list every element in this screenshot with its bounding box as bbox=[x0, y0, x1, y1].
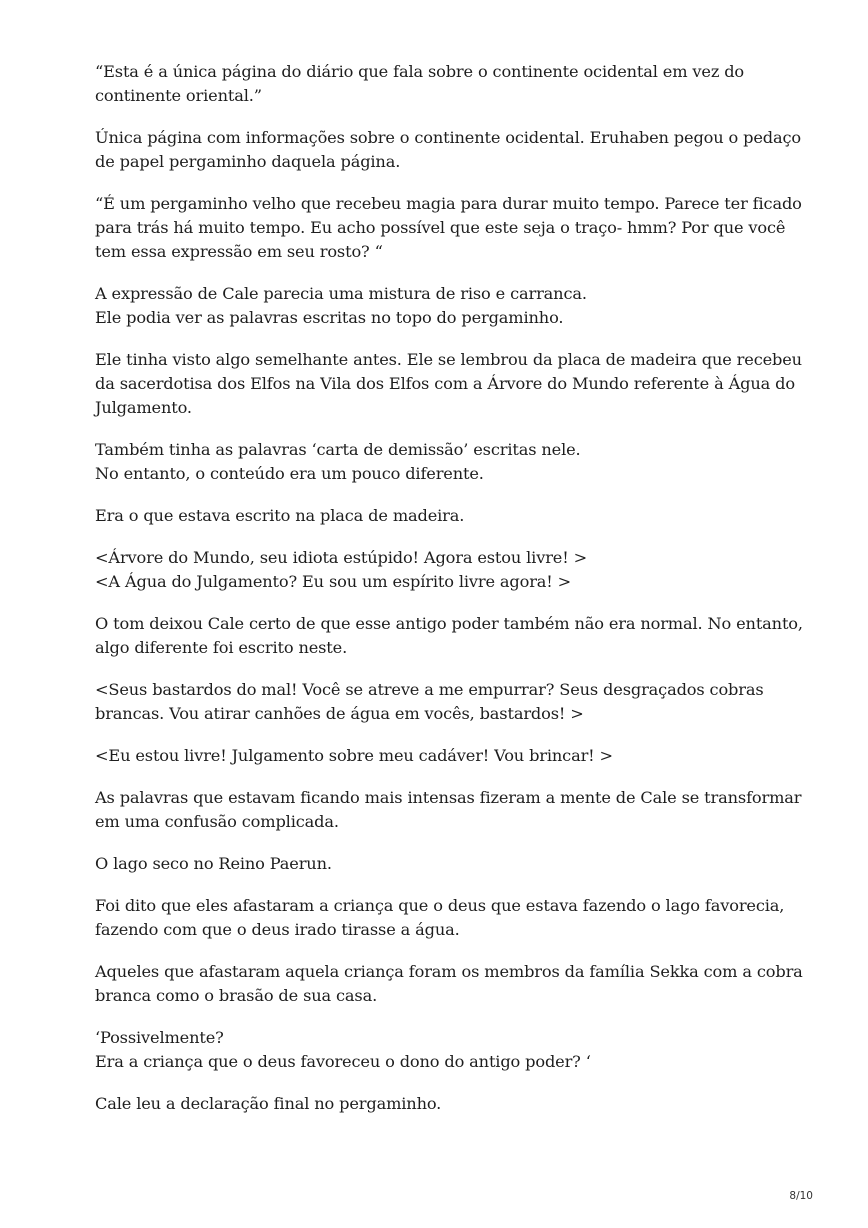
text-line: O lago seco no Reino Paerun. bbox=[95, 854, 332, 873]
text-line: da sacerdotisa dos Elfos na Vila dos Elfos com a Árvore do Mundo referente à Água do bbox=[95, 374, 795, 393]
paragraph bbox=[95, 504, 785, 528]
text-line: fazendo com que o deus irado tirasse a água. bbox=[95, 920, 460, 939]
text-line: branca como o brasão de sua casa. bbox=[95, 986, 378, 1005]
text-line: <Seus bastardos do mal! Você se atreve a me empurrar? Seus desgraçados cobras bbox=[95, 680, 764, 699]
text-line: Era a criança que o deus favoreceu o dono do antigo poder? ‘ bbox=[95, 1052, 591, 1071]
paragraph bbox=[95, 1092, 785, 1116]
text-line: O tom deixou Cale certo de que esse antigo poder também não era normal. No entanto, bbox=[95, 614, 803, 633]
text-line: continente oriental.” bbox=[95, 86, 262, 105]
text-line: As palavras que estavam ficando mais intensas fizeram a mente de Cale se transformar bbox=[95, 788, 802, 807]
paragraph bbox=[95, 852, 785, 876]
paragraph bbox=[95, 126, 801, 174]
text-line: Aqueles que afastaram aquela criança foram os membros da família Sekka com a cobra bbox=[95, 962, 803, 981]
paragraph bbox=[95, 786, 802, 834]
paragraph bbox=[95, 678, 785, 726]
text-line: Cale leu a declaração final no pergaminho. bbox=[95, 1094, 442, 1113]
text-line: algo diferente foi escrito neste. bbox=[95, 638, 348, 657]
text-line: ‘Possivelmente? bbox=[95, 1028, 224, 1047]
paragraph bbox=[95, 894, 785, 942]
paragraph bbox=[95, 348, 802, 420]
paragraph bbox=[95, 60, 785, 108]
paragraph bbox=[95, 960, 803, 1008]
text-line: Única página com informações sobre o continente ocidental. Eruhaben pegou o pedaço bbox=[95, 128, 801, 147]
text-line: Ele podia ver as palavras escritas no topo do pergaminho. bbox=[95, 308, 564, 327]
paragraph bbox=[95, 612, 803, 660]
text-line: <A Água do Julgamento? Eu sou um espírito livre agora! > bbox=[95, 572, 572, 591]
text-line: No entanto, o conteúdo era um pouco diferente. bbox=[95, 464, 484, 483]
text-line: para trás há muito tempo. Eu acho possível que este seja o traço- hmm? Por que você bbox=[95, 218, 786, 237]
text-line: “Esta é a única página do diário que fala sobre o continente ocidental em vez do bbox=[95, 62, 745, 81]
paragraph bbox=[95, 744, 785, 768]
text-line: Foi dito que eles afastaram a criança que o deus que estava fazendo o lago favorecia, bbox=[95, 896, 785, 915]
text-line: A expressão de Cale parecia uma mistura de riso e carranca. bbox=[95, 284, 587, 303]
text-line: Também tinha as palavras ‘carta de demissão’ escritas nele. bbox=[95, 440, 581, 459]
text-line: brancas. Vou atirar canhões de água em vocês, bastardos! > bbox=[95, 704, 584, 723]
text-line: em uma confusão complicada. bbox=[95, 812, 339, 831]
text-line: <Árvore do Mundo, seu idiota estúpido! Agora estou livre! > bbox=[95, 548, 587, 567]
paragraph bbox=[95, 192, 802, 264]
paragraph bbox=[95, 546, 785, 594]
paragraph bbox=[95, 1026, 785, 1074]
text-line: <Eu estou livre! Julgamento sobre meu cadáver! Vou brincar! > bbox=[95, 746, 613, 765]
text-line: Era o que estava escrito na placa de madeira. bbox=[95, 506, 465, 525]
text-line: “É um pergaminho velho que recebeu magia para durar muito tempo. Parece ter ficado bbox=[95, 194, 802, 213]
paragraph bbox=[95, 438, 785, 486]
text-line: tem essa expressão em seu rosto? “ bbox=[95, 242, 383, 261]
text-line: Ele tinha visto algo semelhante antes. Ele se lembrou da placa de madeira que recebeu bbox=[95, 350, 802, 369]
text-line: Julgamento. bbox=[95, 398, 192, 417]
page-number: 8/10 bbox=[789, 1190, 813, 1202]
paragraph bbox=[95, 282, 785, 330]
document-body bbox=[95, 60, 803, 1134]
text-line: de papel pergaminho daquela página. bbox=[95, 152, 401, 171]
